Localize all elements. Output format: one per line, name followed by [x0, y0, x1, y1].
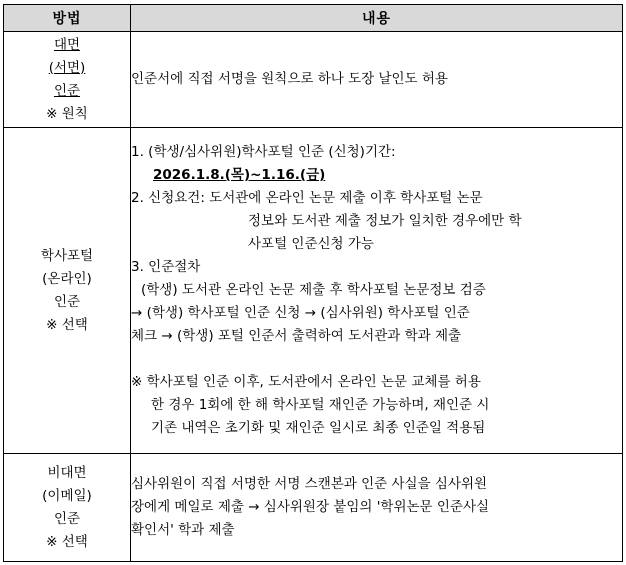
method-label: 학사포털 [40, 247, 94, 264]
method-label: 인준 [53, 293, 81, 310]
content-cell [131, 128, 623, 454]
content-cell [131, 32, 623, 128]
method-label: (이메일) [42, 487, 92, 504]
method-cell [4, 128, 131, 454]
method-cell [4, 454, 131, 562]
content-text: 확인서' 학과 제출 [131, 522, 235, 538]
content-text: 심사위원이 직접 서명한 서명 스캔본과 인준 사실을 심사위원 [131, 476, 488, 492]
method-label: 인준 [53, 510, 81, 527]
table-row [4, 128, 623, 454]
procedure-item: 3. 인준절차 [131, 259, 201, 275]
header-content: 내용 [131, 5, 623, 32]
method-label: (온라인) [42, 270, 92, 287]
method-label: (서면) [48, 59, 86, 76]
procedure-text: → (학생) 학사포털 인준 신청 → (심사위원) 학사포털 인준 [131, 305, 470, 321]
content-cell [131, 454, 623, 562]
content-text: 장에게 메일로 제출 → 심사위원장 붙임의 '학위논문 인준사실 [131, 499, 490, 515]
spacer [131, 348, 622, 371]
method-table [3, 4, 623, 562]
method-note: ※ 선택 [46, 533, 88, 550]
table-row [4, 454, 623, 562]
table-row [4, 32, 623, 128]
method-cell [4, 32, 131, 128]
method-label: 비대면 [47, 464, 87, 481]
method-note: ※ 선택 [46, 316, 88, 333]
requirement-text: 사포털 인준신청 가능 [248, 236, 374, 252]
method-note: ※ 원칙 [46, 105, 88, 122]
header-row [4, 5, 623, 32]
method-label: 대면 [53, 36, 81, 53]
requirement-item: 2. 신청요건: 도서관에 온라인 논문 제출 이후 학사포털 논문 [131, 190, 483, 206]
header-method: 방법 [4, 5, 131, 32]
note-text: 한 경우 1회에 한 해 학사포털 재인준 가능하며, 재인준 시 [151, 397, 490, 413]
period-date: 2026.1.8.(목)~1.16.(금) [153, 167, 326, 183]
method-label: 인준 [53, 82, 81, 99]
content-text: 인준서에 직접 서명을 원칙으로 하나 도장 날인도 허용 [131, 71, 448, 87]
note-text: 기존 내역은 초기화 및 재인준 일시로 최종 인준일 적용됨 [151, 420, 486, 436]
period-item: 1. (학생/심사위원)학사포털 인준 (신청)기간: [131, 144, 396, 160]
note-text: ※ 학사포털 인준 이후, 도서관에서 온라인 논문 교체를 허용 [131, 374, 481, 390]
procedure-text: (학생) 도서관 온라인 논문 제출 후 학사포털 논문정보 검증 [141, 282, 486, 298]
procedure-text: 체크 → (학생) 포털 인준서 출력하여 도서관과 학과 제출 [131, 328, 462, 344]
requirement-text: 정보와 도서관 제출 정보가 일치한 경우에만 학 [248, 213, 522, 229]
